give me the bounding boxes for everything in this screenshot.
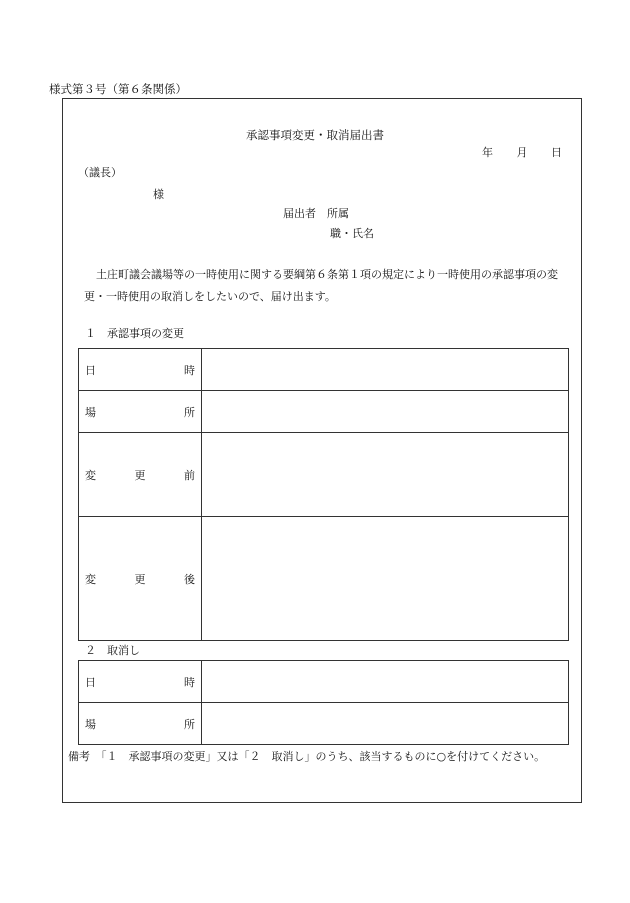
applicant-name-label: 職・氏名 xyxy=(330,227,374,240)
table-row xyxy=(79,349,569,391)
before-change-field[interactable] xyxy=(202,433,569,517)
honorific: 様 xyxy=(153,188,164,201)
place-field[interactable] xyxy=(202,391,569,433)
applicant-affiliation-label: 届出者 所属 xyxy=(283,207,349,220)
form-title: 承認事項変更・取消届出書 xyxy=(246,128,384,142)
row-label-after-change: 変 更 後 xyxy=(79,517,202,641)
row-label-before-change: 変 更 前 xyxy=(79,433,202,517)
row-label-datetime: 日 時 xyxy=(79,349,202,391)
cancel-place-field[interactable] xyxy=(202,703,569,745)
date-line xyxy=(482,144,562,160)
after-change-field[interactable] xyxy=(202,517,569,641)
addressee: （議長） xyxy=(78,166,122,179)
row-label-datetime: 日 時 xyxy=(79,661,202,703)
cancel-datetime-field[interactable] xyxy=(202,661,569,703)
change-table xyxy=(78,348,569,641)
body-text: 土庄町議会議場等の一時使用に関する要綱第６条第１項の規定により一時使用の承認事項の変更・一時使用の取消しをしたいので、届け出ます。 xyxy=(84,268,558,303)
row-label-place: 場 所 xyxy=(79,391,202,433)
section2-heading: ２ 取消し xyxy=(85,644,140,657)
section1-heading: １ 承認事項の変更 xyxy=(85,327,184,340)
cancel-table xyxy=(78,660,569,745)
table-row xyxy=(79,517,569,641)
table-row xyxy=(79,703,569,745)
form-reference: 様式第３号（第６条関係） xyxy=(49,82,187,96)
date-month: 月 xyxy=(516,146,528,159)
table-row xyxy=(79,433,569,517)
date-year: 年 xyxy=(482,146,493,159)
datetime-field[interactable] xyxy=(202,349,569,391)
date-day: 日 xyxy=(551,146,562,159)
remarks-note: 備考 「１ 承認事項の変更」又は「２ 取消し」のうち、該当するものに○を付けてください。 xyxy=(68,750,546,763)
row-label-place: 場 所 xyxy=(79,703,202,745)
table-row xyxy=(79,391,569,433)
table-row xyxy=(79,661,569,703)
